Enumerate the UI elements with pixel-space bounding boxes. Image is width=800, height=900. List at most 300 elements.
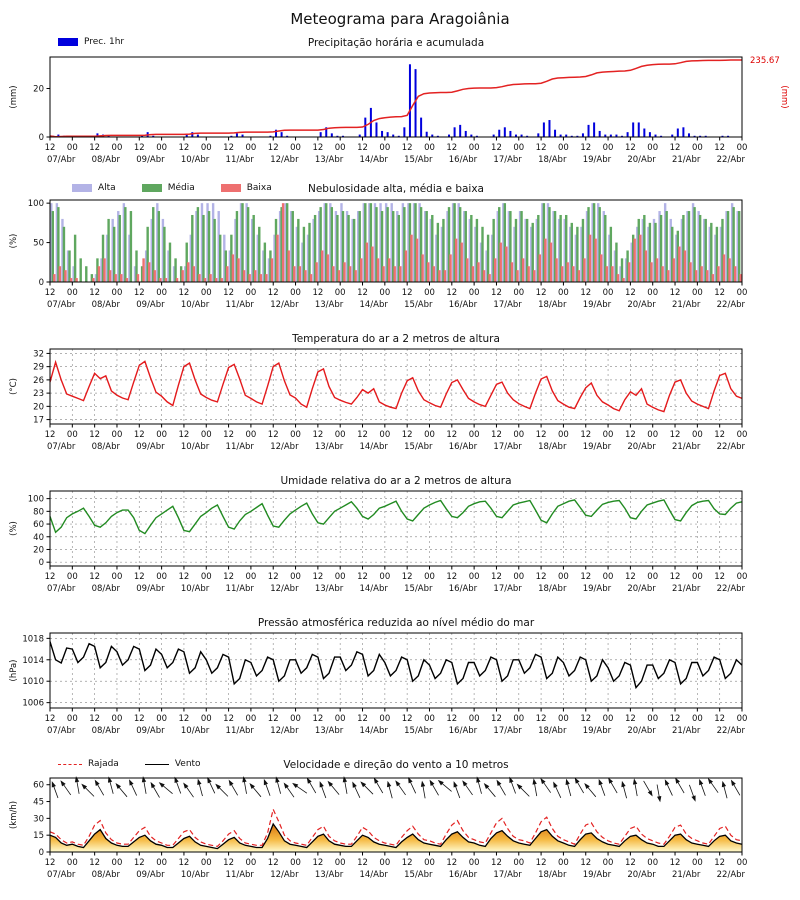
svg-text:12: 12 [178,858,190,868]
svg-text:00: 00 [424,714,435,724]
svg-text:15/Abr: 15/Abr [404,870,433,880]
svg-text:00: 00 [334,572,346,582]
svg-text:0: 0 [38,848,44,858]
svg-text:12: 12 [357,143,368,153]
svg-text:32: 32 [33,349,44,360]
svg-text:0: 0 [38,558,44,569]
svg-text:12: 12 [357,714,368,724]
svg-text:15/Abr: 15/Abr [404,726,433,736]
svg-text:12: 12 [401,288,413,298]
svg-text:12: 12 [223,288,234,298]
svg-text:00: 00 [334,430,346,440]
svg-text:08/Abr: 08/Abr [91,442,121,452]
svg-text:13/Abr: 13/Abr [314,584,344,594]
svg-text:12: 12 [89,430,101,440]
svg-text:00: 00 [66,858,78,868]
svg-text:00: 00 [691,430,703,440]
svg-text:00: 00 [245,858,257,868]
svg-text:07/Abr: 07/Abr [46,584,76,594]
svg-text:00: 00 [691,288,703,298]
svg-text:12/Abr: 12/Abr [270,584,299,594]
svg-text:12: 12 [669,288,681,298]
svg-text:07/Abr: 07/Abr [46,726,76,736]
svg-text:09/Abr: 09/Abr [136,870,165,880]
svg-text:12/Abr: 12/Abr [270,870,299,880]
svg-text:12: 12 [357,430,368,440]
svg-text:12: 12 [535,572,547,582]
prec1hr-swatch [58,38,78,46]
svg-text:00: 00 [691,143,703,153]
svg-text:00: 00 [468,143,480,153]
svg-text:21/Abr: 21/Abr [671,300,701,310]
svg-text:17/Abr: 17/Abr [493,584,522,594]
panel-title-temp: Temperatura do ar a 2 metros de altura [292,333,500,345]
svg-text:18/Abr: 18/Abr [538,870,567,880]
wind-header [50,759,742,775]
svg-text:18/Abr: 18/Abr [538,584,567,594]
svg-text:12: 12 [312,572,324,582]
svg-text:11/Abr: 11/Abr [225,584,254,594]
legend-item-media [142,183,195,193]
svg-text:00: 00 [111,714,123,724]
svg-text:00: 00 [647,858,659,868]
svg-text:12: 12 [312,714,324,724]
svg-text:00: 00 [647,288,659,298]
svg-text:20/Abr: 20/Abr [627,584,656,594]
svg-text:15/Abr: 15/Abr [404,584,433,594]
svg-text:00: 00 [66,143,78,153]
svg-text:14/Abr: 14/Abr [359,726,388,736]
svg-text:(km/h): (km/h) [9,800,19,830]
humidity-header [50,475,742,491]
legend-item-prec1hr [58,37,124,47]
svg-text:12: 12 [624,572,636,582]
legend-label: Vento [174,759,201,769]
svg-text:(%): (%) [9,233,19,249]
svg-text:12: 12 [267,430,279,440]
svg-text:12: 12 [580,430,592,440]
svg-text:00: 00 [558,288,569,298]
svg-text:08/Abr: 08/Abr [91,726,121,736]
svg-text:40: 40 [33,532,44,543]
svg-text:00: 00 [66,714,78,724]
legend-label: Baixa [246,183,272,193]
svg-text:00: 00 [200,430,212,440]
svg-text:12: 12 [401,572,413,582]
svg-text:00: 00 [424,858,435,868]
svg-text:12: 12 [223,143,234,153]
precip-header [50,37,742,53]
svg-text:12: 12 [491,572,502,582]
svg-text:12/Abr: 12/Abr [270,300,299,310]
svg-text:12: 12 [669,430,681,440]
media-swatch [142,184,162,192]
svg-text:00: 00 [156,288,168,298]
svg-text:12: 12 [535,430,547,440]
svg-text:20/Abr: 20/Abr [627,726,656,736]
svg-text:00: 00 [602,572,614,582]
svg-text:15: 15 [33,831,44,842]
svg-text:12: 12 [223,572,234,582]
svg-text:00: 00 [156,714,168,724]
pressure-plot [0,633,800,738]
svg-text:00: 00 [111,858,123,868]
svg-text:07/Abr: 07/Abr [46,300,76,310]
svg-text:00: 00 [647,714,659,724]
svg-text:17/Abr: 17/Abr [493,870,522,880]
svg-text:22/Abr: 22/Abr [716,155,746,165]
svg-text:00: 00 [379,572,391,582]
temp-header [50,333,742,349]
svg-text:12: 12 [178,572,190,582]
svg-text:00: 00 [111,430,123,440]
svg-text:12: 12 [133,430,145,440]
svg-text:10/Abr: 10/Abr [180,870,210,880]
svg-text:00: 00 [558,430,569,440]
svg-text:00: 00 [513,714,525,724]
svg-text:(mm): (mm) [779,85,789,109]
svg-text:08/Abr: 08/Abr [91,300,121,310]
svg-text:12: 12 [491,430,502,440]
svg-text:10/Abr: 10/Abr [180,726,210,736]
svg-text:00: 00 [424,143,435,153]
svg-text:00: 00 [290,714,301,724]
svg-text:12: 12 [178,430,190,440]
svg-text:00: 00 [290,858,301,868]
svg-text:26: 26 [33,375,44,386]
svg-text:12/Abr: 12/Abr [270,155,299,165]
svg-text:12: 12 [223,430,234,440]
svg-text:00: 00 [66,288,78,298]
svg-text:12: 12 [580,714,592,724]
svg-text:00: 00 [647,572,659,582]
svg-text:00: 00 [334,143,346,153]
svg-text:12: 12 [44,572,56,582]
svg-text:20: 20 [33,84,44,95]
svg-text:00: 00 [245,714,257,724]
svg-text:00: 00 [736,143,748,153]
svg-text:00: 00 [468,572,480,582]
alta-swatch [72,184,92,192]
svg-text:10/Abr: 10/Abr [180,442,210,452]
svg-text:(hPa): (hPa) [9,659,19,682]
svg-text:15/Abr: 15/Abr [404,155,433,165]
svg-text:20/Abr: 20/Abr [627,870,656,880]
svg-text:1010: 1010 [22,677,44,688]
svg-text:14/Abr: 14/Abr [359,300,388,310]
svg-text:00: 00 [691,858,703,868]
svg-text:11/Abr: 11/Abr [225,155,254,165]
svg-text:50: 50 [33,238,44,249]
svg-text:16/Abr: 16/Abr [448,442,478,452]
svg-text:12: 12 [714,430,726,440]
legend-label: Prec. 1hr [84,37,125,47]
svg-text:00: 00 [602,858,614,868]
svg-text:12/Abr: 12/Abr [270,442,299,452]
svg-text:17/Abr: 17/Abr [493,442,522,452]
svg-text:12: 12 [580,288,592,298]
svg-text:12: 12 [669,572,681,582]
svg-text:12: 12 [624,858,636,868]
svg-text:00: 00 [513,858,525,868]
svg-text:00: 00 [200,572,212,582]
svg-text:16/Abr: 16/Abr [448,870,478,880]
baixa-swatch [221,184,241,192]
svg-text:12: 12 [714,858,726,868]
svg-text:13/Abr: 13/Abr [314,300,344,310]
svg-text:00: 00 [602,288,614,298]
svg-text:(%): (%) [9,521,19,536]
svg-text:12: 12 [446,858,458,868]
svg-text:00: 00 [379,288,391,298]
svg-text:20/Abr: 20/Abr [627,300,656,310]
svg-text:00: 00 [736,288,748,298]
svg-text:00: 00 [379,858,391,868]
svg-text:12: 12 [312,143,324,153]
svg-text:17/Abr: 17/Abr [493,726,522,736]
svg-text:14/Abr: 14/Abr [359,870,388,880]
svg-text:00: 00 [647,430,659,440]
svg-text:09/Abr: 09/Abr [136,155,165,165]
svg-text:100: 100 [27,494,44,505]
panel-title-clouds: Nebulosidade alta, média e baixa [307,183,484,195]
svg-text:00: 00 [513,143,525,153]
svg-text:00: 00 [245,430,257,440]
svg-text:12: 12 [446,714,458,724]
svg-text:12: 12 [44,143,56,153]
svg-text:00: 00 [602,143,614,153]
precip-legend [58,37,124,47]
svg-text:(mm): (mm) [9,85,19,109]
svg-text:0: 0 [38,133,44,143]
legend-item-vento [145,759,201,769]
svg-text:17: 17 [33,415,44,426]
svg-text:00: 00 [156,430,168,440]
svg-text:00: 00 [424,430,435,440]
svg-text:22/Abr: 22/Abr [716,584,746,594]
svg-text:12: 12 [624,714,636,724]
svg-text:00: 00 [111,288,123,298]
svg-text:12: 12 [491,714,502,724]
pressure-header [50,617,742,633]
svg-text:12: 12 [669,143,681,153]
svg-text:18/Abr: 18/Abr [538,300,567,310]
svg-text:12: 12 [401,430,413,440]
svg-text:00: 00 [736,430,748,440]
svg-text:12: 12 [89,288,101,298]
svg-text:19/Abr: 19/Abr [582,870,612,880]
svg-text:12: 12 [714,143,726,153]
svg-text:12: 12 [89,572,101,582]
svg-text:22/Abr: 22/Abr [716,300,746,310]
svg-text:12/Abr: 12/Abr [270,726,299,736]
svg-text:00: 00 [691,572,703,582]
svg-text:00: 00 [245,288,257,298]
svg-text:12: 12 [133,288,145,298]
svg-text:12: 12 [133,572,145,582]
svg-text:00: 00 [468,858,480,868]
svg-text:12: 12 [624,288,636,298]
legend-label: Média [167,183,195,193]
svg-text:20: 20 [33,545,44,556]
svg-text:00: 00 [290,430,301,440]
legend-item-alta [72,183,116,193]
svg-text:12: 12 [491,858,502,868]
svg-text:12: 12 [312,858,324,868]
svg-text:1014: 1014 [22,655,44,666]
svg-text:100: 100 [27,199,44,210]
svg-text:12: 12 [535,714,547,724]
svg-text:20/Abr: 20/Abr [627,442,656,452]
svg-text:15/Abr: 15/Abr [404,442,433,452]
svg-text:11/Abr: 11/Abr [225,870,254,880]
svg-text:13/Abr: 13/Abr [314,442,344,452]
svg-text:08/Abr: 08/Abr [91,870,121,880]
svg-text:12: 12 [223,858,234,868]
svg-text:21/Abr: 21/Abr [671,870,701,880]
svg-text:08/Abr: 08/Abr [91,155,121,165]
svg-text:21/Abr: 21/Abr [671,155,701,165]
svg-text:12: 12 [446,143,458,153]
svg-text:12: 12 [580,572,592,582]
svg-text:12: 12 [446,288,458,298]
svg-text:00: 00 [200,288,212,298]
svg-text:12: 12 [267,572,279,582]
svg-text:19/Abr: 19/Abr [582,442,612,452]
svg-text:00: 00 [513,430,525,440]
svg-text:17/Abr: 17/Abr [493,155,522,165]
svg-text:00: 00 [111,143,123,153]
svg-text:12: 12 [714,288,726,298]
svg-text:12: 12 [714,714,726,724]
svg-text:12: 12 [178,714,190,724]
svg-text:21/Abr: 21/Abr [671,726,701,736]
svg-text:12: 12 [669,858,681,868]
svg-text:12: 12 [312,430,324,440]
svg-text:00: 00 [468,288,480,298]
clouds-header [50,183,742,199]
svg-text:1018: 1018 [22,634,44,645]
svg-text:12: 12 [535,288,547,298]
svg-text:12: 12 [491,288,502,298]
svg-text:09/Abr: 09/Abr [136,726,165,736]
svg-text:12: 12 [669,714,681,724]
svg-text:00: 00 [200,858,212,868]
svg-text:00: 00 [558,572,569,582]
svg-text:21/Abr: 21/Abr [671,584,701,594]
svg-text:10/Abr: 10/Abr [180,584,210,594]
svg-text:00: 00 [558,143,569,153]
humidity-plot [0,491,800,596]
svg-text:07/Abr: 07/Abr [46,442,76,452]
legend-item-rajada [58,759,119,769]
svg-text:0: 0 [38,278,44,288]
svg-text:00: 00 [290,143,301,153]
precip-plot [0,57,800,167]
svg-text:00: 00 [334,714,346,724]
svg-text:12: 12 [714,572,726,582]
svg-text:19/Abr: 19/Abr [582,584,612,594]
svg-text:00: 00 [691,714,703,724]
svg-text:12: 12 [178,143,190,153]
svg-text:12: 12 [446,430,458,440]
svg-text:18/Abr: 18/Abr [538,442,567,452]
svg-text:14/Abr: 14/Abr [359,442,388,452]
svg-text:00: 00 [513,572,525,582]
rajada-line-sample [58,764,82,765]
panel-title-pressure: Pressão atmosférica reduzida ao nível médio do mar [257,617,535,629]
panel-title-humidity: Umidade relativa do ar a 2 metros de altura [280,475,512,487]
svg-text:20/Abr: 20/Abr [627,155,656,165]
svg-text:12: 12 [267,288,279,298]
svg-text:12: 12 [624,143,636,153]
svg-text:12: 12 [535,143,547,153]
svg-text:12: 12 [624,430,636,440]
svg-text:09/Abr: 09/Abr [136,442,165,452]
temp-plot [0,349,800,454]
svg-text:12: 12 [44,430,56,440]
svg-text:00: 00 [736,572,748,582]
wind-plot [0,778,800,882]
svg-text:12: 12 [44,288,56,298]
svg-text:12: 12 [357,858,368,868]
svg-text:12: 12 [89,858,101,868]
svg-text:07/Abr: 07/Abr [46,870,76,880]
svg-text:12: 12 [312,288,324,298]
panel-title-wind: Velocidade e direção do vento a 10 metros [283,759,509,771]
svg-text:00: 00 [602,430,614,440]
svg-text:12: 12 [133,143,145,153]
svg-text:12: 12 [223,714,234,724]
svg-text:10/Abr: 10/Abr [180,300,210,310]
svg-text:12: 12 [267,858,279,868]
svg-text:00: 00 [379,714,391,724]
svg-text:11/Abr: 11/Abr [225,300,254,310]
svg-text:12: 12 [178,288,190,298]
svg-text:10/Abr: 10/Abr [180,155,210,165]
svg-text:22/Abr: 22/Abr [716,726,746,736]
svg-text:00: 00 [736,714,748,724]
svg-text:12: 12 [267,714,279,724]
clouds-plot [0,200,800,312]
svg-text:00: 00 [245,572,257,582]
svg-text:11/Abr: 11/Abr [225,726,254,736]
svg-text:16/Abr: 16/Abr [448,584,478,594]
svg-text:18/Abr: 18/Abr [538,726,567,736]
svg-text:00: 00 [156,572,168,582]
wind-legend [58,759,201,769]
svg-text:60: 60 [33,780,44,791]
svg-text:00: 00 [66,430,78,440]
svg-text:16/Abr: 16/Abr [448,726,478,736]
svg-text:08/Abr: 08/Abr [91,584,121,594]
svg-text:00: 00 [468,430,480,440]
svg-text:16/Abr: 16/Abr [448,155,478,165]
svg-text:18/Abr: 18/Abr [538,155,567,165]
svg-text:21/Abr: 21/Abr [671,442,701,452]
svg-text:12: 12 [89,143,101,153]
svg-text:09/Abr: 09/Abr [136,584,165,594]
svg-text:00: 00 [602,714,614,724]
svg-text:00: 00 [513,288,525,298]
svg-text:00: 00 [111,572,123,582]
svg-text:07/Abr: 07/Abr [46,155,76,165]
svg-text:12: 12 [401,858,413,868]
svg-text:12: 12 [401,714,413,724]
svg-text:12: 12 [357,572,368,582]
panel-title-precip: Precipitação horária e acumulada [307,37,485,49]
svg-text:60: 60 [33,520,44,531]
